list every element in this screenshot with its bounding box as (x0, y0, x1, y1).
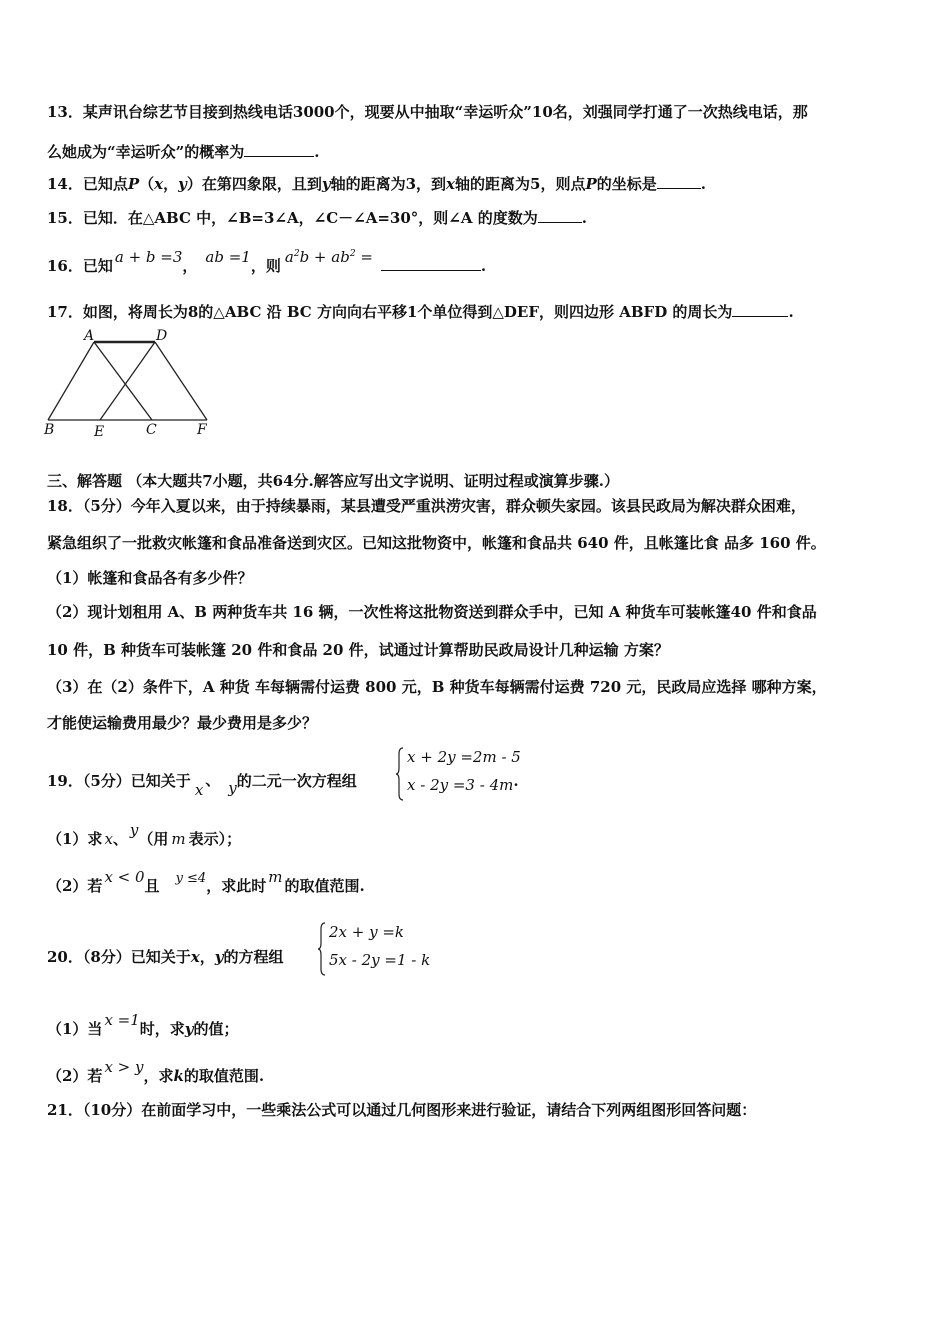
q20-sub2-cond: x > y (104, 1058, 144, 1076)
q17-line (47, 301, 794, 322)
q14-text-d: ）在第四象限，且到 (186, 175, 322, 193)
q16-expr-sup2: 2 (349, 249, 356, 259)
q20-sub1-var-y: y (184, 1020, 194, 1038)
q13-answer-blank (244, 141, 314, 157)
q15-text: 15．已知．在△ABC 中，∠B=3∠A，∠C－∠A=30°，则∠A 的度数为 (47, 209, 538, 227)
q20-eq1: 2x + y =k (329, 923, 405, 941)
label-f: F (197, 422, 207, 438)
segment-ac (94, 342, 152, 420)
q19-sub2-cond1: x < 0 (104, 868, 145, 886)
q18-line1: 18．（5分）今年入夏以来，由于持续暴雨，某县遭受严重洪涝灾害，群众顿失家园。该县民政局为解决群众困难， (47, 497, 806, 515)
q20-eq2: 5x - 2y =1 - k (329, 951, 431, 969)
q16-end: . (480, 257, 487, 275)
q18-sub3-line2: 才能使运输费用最少？最少费用是多少？ (47, 714, 318, 732)
q16-line (47, 248, 487, 279)
q14-text-f: 轴的距离为5，则点 (455, 175, 586, 193)
label-d: D (156, 328, 168, 344)
q20-sub2-text-b: ，求 (143, 1067, 174, 1085)
q19-sub2-var-m: m (268, 868, 283, 886)
label-b: B (44, 422, 55, 438)
q14-var-y2: y (321, 175, 331, 193)
q20-sub2-text-d: 的取值范围. (183, 1067, 265, 1085)
q20-line (47, 947, 284, 967)
q14-text-c: ， (163, 175, 179, 193)
q19-brace (395, 746, 405, 802)
label-c: C (146, 422, 157, 438)
q19-sub2-text-d: 的取值范围. (284, 877, 365, 895)
q17-figure (40, 328, 220, 443)
q19-sub1-text-b: （用 (138, 830, 169, 848)
q19-eq2-row (407, 776, 519, 794)
segment-ab (48, 342, 94, 420)
q20-var-y: y (214, 948, 224, 966)
q19-sub1-text-c: 表示）； (188, 830, 242, 848)
q14-var-x2: x (446, 175, 455, 193)
q19-eq2: x - 2y =3 - 4m (407, 776, 514, 794)
q20-sub1 (47, 1011, 239, 1039)
q16-text-b: ，则 (250, 257, 281, 275)
q18-line2: 紧急组织了一批救灾帐篷和食品准备送到灾区。已知这批物资中，帐篷和食品共 640 件，且帐篷比食 品多 160 件。 (47, 534, 826, 552)
q19-sub2 (47, 868, 365, 898)
q16-expr-sup1: 2 (293, 249, 300, 259)
q14-text-a: 14．已知点 (47, 175, 128, 193)
q13-line1: 13．某声讯台综艺节目接到热线电话3000个，现要从中抽取“幸运听众”10名，刘强同学打通了一次热线电话，那 (47, 103, 808, 121)
q13-line2-text: 么她成为“幸运听众”的概率为 (47, 143, 245, 161)
q20-var-x: x (190, 948, 200, 966)
q15-end: . (581, 209, 587, 227)
q19-eq1: x + 2y =2m - 5 (407, 748, 521, 766)
q20-sub1-cond: x =1 (104, 1011, 140, 1029)
q19-equation-system (395, 746, 535, 802)
q19-sub2-text-c: ，求此时 (206, 877, 267, 895)
q21-line: 21．（10分）在前面学习中，一些乘法公式可以通过几何图形来进行验证，请结合下列两组图形回答问题： (47, 1101, 757, 1119)
q14-text-g: 的坐标是 (596, 175, 657, 193)
q14-var-x: x (154, 175, 164, 193)
q16-expr-eq: = (360, 248, 373, 266)
q14-point-p2: P (585, 175, 597, 193)
q16-text-a: 16．已知 (47, 257, 113, 275)
q19-sep: 、 (205, 771, 221, 789)
q18-sub2-line1: （2）现计划租用 A、B 两种货车共 16 辆，一次性将这批物资送到群众手中，已知 A 种货车可装帐篷40 件和食品 (47, 603, 817, 621)
q19-sub1 (47, 821, 242, 849)
q18-sub1: （1）帐篷和食品各有多少件？ (47, 569, 253, 587)
q16-math-product: ab =1 (205, 248, 251, 266)
q19-text-a: 19．（5分）已知关于 (47, 772, 191, 790)
q16-comma: ， (182, 257, 198, 275)
q20-brace (317, 921, 327, 977)
q19-sub1-text-a: （1）求 (47, 830, 103, 848)
q18-sub2-line2: 10 件，B 种货车可装帐篷 20 件和食品 20 件，试通过计算帮助民政局设计几种运输 方案？ (47, 641, 669, 659)
q17-end: . (788, 303, 794, 321)
label-e: E (94, 424, 105, 440)
segment-df (155, 342, 207, 420)
q19-sub1-var-m: m (171, 830, 186, 848)
q19-var-y: y (228, 779, 237, 797)
q19-var-x: x (194, 781, 204, 799)
q19-sub2-text-a: （2）若 (47, 877, 103, 895)
q14-end: . (700, 175, 706, 193)
q19-sub2-cond2: y ≤4 (175, 871, 207, 886)
q20-text-b: 的方程组 (223, 948, 284, 966)
q16-math-expr (285, 248, 373, 266)
q15-line (47, 207, 587, 228)
label-a: A (84, 328, 95, 344)
q19-sub2-text-b: 且 (144, 877, 160, 895)
q16-expr-b: b + ab (299, 248, 350, 266)
q20-sub2-text-a: （2）若 (47, 1067, 103, 1085)
q20-text-a: 20．（8分）已知关于 (47, 948, 191, 966)
q20-equation-system (317, 921, 457, 977)
q13-end: . (314, 143, 320, 161)
q20-sub1-text-b: 时，求 (139, 1020, 185, 1038)
q20-sub2-var-k: k (173, 1067, 184, 1085)
q17-triangle-diagram (40, 328, 220, 443)
q16-answer-blank (381, 255, 481, 271)
q14-text-b: （ (139, 175, 155, 193)
q20-sub1-text-a: （1）当 (47, 1020, 103, 1038)
q19-sub1-sep: 、 (112, 830, 128, 848)
q17-answer-blank (732, 301, 788, 317)
q14-line (47, 173, 706, 194)
q19-sub1-var-y: y (129, 821, 139, 839)
q16-math-sum: a + b =3 (114, 248, 183, 266)
q18-sub3-line1: （3）在（2）条件下，A 种货 车每辆需付运费 800 元，B 种货车每辆需付运费 720 元，民政局应选择 哪种方案， (47, 678, 827, 696)
q16-expr-a: a (284, 248, 294, 266)
section3-title: 三、解答题 （本大题共7小题，共64分.解答应写出文字说明、证明过程或演算步骤.） (47, 472, 619, 490)
q19-text-b: 的二元一次方程组 (236, 772, 357, 790)
q14-point-p: P (127, 175, 140, 193)
q20-sub1-text-d: 的值； (193, 1020, 239, 1038)
q14-text-e: 轴的距离为3，到 (330, 175, 447, 193)
q19-line (47, 771, 357, 799)
q19-dot: · (513, 776, 519, 794)
segment-de (100, 342, 155, 420)
q14-answer-blank (657, 173, 701, 189)
q17-text: 17．如图，将周长为8的△ABC 沿 BC 方向向右平移1个单位得到△DEF，则四边形 ABFD 的周长为 (47, 303, 733, 321)
q20-sub2 (47, 1058, 265, 1086)
q14-var-y: y (178, 175, 187, 193)
q13-line2 (47, 141, 320, 162)
q15-answer-blank (538, 207, 582, 223)
q19-sub1-var-x: x (104, 830, 113, 848)
q20-text-c: ， (199, 948, 215, 966)
